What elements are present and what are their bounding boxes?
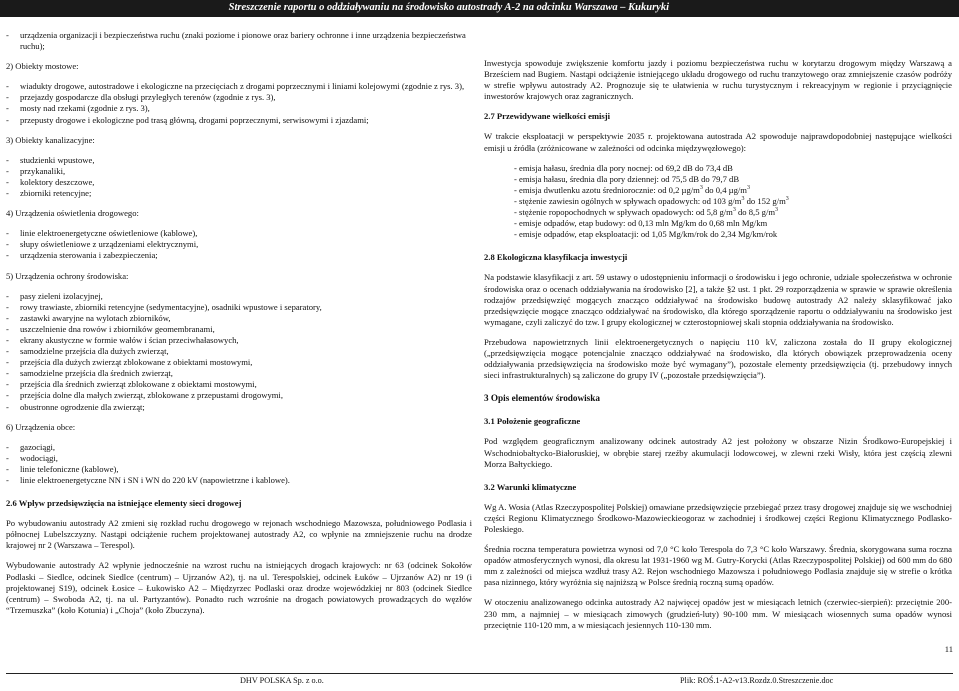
list-item: - słupy oświetleniowe z urządzeniami elektrycznymi, [6,239,472,250]
paragraph: Po wybudowaniu autostrady A2 zmieni się rozkład ruchu drogowego w rejonach wschodniego Mazowsza, południowego Podlasia i północnej Lubelszczyzny. Nastąpi odciążenie ruchem projektowanej autostrady A2, co wpłynie na zmniejszenie ruchu na drodze krajowej nr 2 (Warszawa – Terespol). [6,518,472,551]
list-item: - stężenie ropopochodnych w spływach opadowych: od 5,8 $g/m^3$ do 8,5 $g/m^3$ [514,207,779,218]
list-item: - emisja dwutlenku azotu średniorocznie: od 0,2 $\mu g/m^3$ do 0,4 $\mu g/m^3$ [514,184,750,195]
list-item: - przejazdy gospodarcze dla obsługi przyległych terenów (zgodnie z rys. 3), [6,92,472,103]
section-heading: 5) Urządzenia ochrony środowiska: [6,270,129,281]
left-column [6,30,472,616]
list-item: - linie elektroenergetyczne oświetleniowe (kablowe), [6,228,472,239]
list-item: - studzienki wpustowe, [6,155,472,166]
paragraph: Wybudowanie autostrady A2 wpłynie jednocześnie na wzrost ruchu na istniejących drogach krajowych: nr 63 (odcinek Sokołów Podlaski – Siedlce, odcinek Siedlce (centrum) – Ujrzanów A2), tj. na ul. Terespolskiej, odcinek Łuków – Ujrzanów A2) nr 19 (i projektowanej S19), odcinek Łosice – Łukowisko A2 – Międzyrzec Podlaski oraz drodze wojewódzkiej nr 803 (odcinek Siedlce (centrum) – Swoboda A2, tj. na ul. Partyzantów). Ponadto ruch wzrośnie na drogach powiatowych prowadzących do węzłów “Trzemuszka” (koło Kotunia) i „Choja” (koło Zbuczyna). [6,560,472,615]
list-item: - emisja hałasu, średnia dla pory nocnej: od 69,2 dB do 73,4 dB [514,162,733,173]
list-item: - obustronne ogrodzenie dla zwierząt; [6,402,472,413]
list-item: - urządzenia sterowania i zabezpieczenia; [6,250,472,261]
paragraph: Inwestycja spowoduje zwiększenie komfortu jazdy i poziomu bezpieczeństwa ruchu w korytarzu drogowym między Warszawą a Brześciem nad Bugiem. Nastąpi odciążenie istniejącego układu drogowego od ruchu tranzytowego oraz zmniejszenie czasów podróży w strefie wpływu autostrady A2. Prognozuje się te ułatwienia w ruchu turystycznym i rekreacyjnym w regionie i przyciągnięcie inwestorów krajowych oraz zagranicznych. [484,58,952,102]
paragraph: Pod względem geograficznym analizowany odcinek autostrady A2 jest położony w obszarze Nizin Środkowo-Europejskiej i Wschodniobałtycko-Białoruskiej, w obrębie starej rzeźby akumulacji lodowcowej, w zlewni rzeki Wisły, która jest częścią zlewni Morza Bałtyckiego. [484,436,952,469]
paragraph: Przebudowa napowietrznych linii elektroenergetycznych o napięciu 110 kV, zaliczona została do II grupy ekologicznej („przedsięwzięcia mogące potencjalnie znacząco oddziaływać na środowisko, dla których obowiązek przeprowadzenia oceny oddziaływania przedsięwzięcia na środowisko może być wymagany”), pozostałe elementy przedsięwzięcia (tj. przebudowy innych sieci infrastrukturalnych) są zaliczone do grupy IV („pozostałe przedsięwzięcia”). [484,336,952,381]
list-item: - przejścia dla dużych zwierząt zblokowane z obiektami mostowymi, [6,357,472,368]
section-heading: 6) Urządzenia obce: [6,421,76,432]
list-item: - samodzielne przejścia dla średnich zwierząt, [6,368,472,379]
paragraph: Wg A. Wosia (Atlas Rzeczypospolitej Polskiej) omawiane przedsięwzięcie przebiegać przez trasy drogowej znajduje się we wschodniej części Regionu Klimatycznego Środkowo-Mazowieckieogoraz w zachodniej i środkowej części Regionu Klimatycznego Podlasko-Poleskiego. [484,501,952,534]
list-item: - uszczelnienie dna rowów i zbiorników geomembranami, [6,324,472,335]
paragraph: Na podstawie klasyfikacji z art. 59 ustawy o udostępnieniu informacji o środowisku i jego ochronie, udziale społeczeństwa w ochronie środowiska oraz o ocenach oddziaływania na środowisko [2], a także §2 ust. 1 pkt. 29 rozporządzenia w sprawie w sprawie określenia rodzajów przedsięwzięć mogących znacząco oddziaływać na środowisko budowę autostrady A2 należy sklasyfikować jako przedsięwzięcie mogące znacząco oddziaływać na środowisko, dla którego sporządzenie raportu o oddziaływaniu na środowisko jest wymagane, czyli zaliczyć do tzw. I grupy ekologicznej w czterostopniowej skali stopnia oddziaływania na środowisko. [484,272,952,327]
section-heading-3: 3 Opis elementów środowiska [484,393,600,404]
list-item: - rowy trawiaste, zbiorniki retencyjne (sedymentacyjne), osadniki wpustowe i separatory, [6,302,472,313]
list-item: - emisje odpadów, etap eksploatacji: od 1,05 Mg/km/rok do 2,34 Mg/km/rok [514,229,778,240]
paragraph: W otoczeniu analizowanego odcinka autostrady A2 najwięcej opadów jest w miesiącach letnich (czerwiec-sierpień): przeciętnie 200-230 mm, a najmniej – w miesiącach zimowych (grudzień-luty) 90-100 mm. W miesiącach wiosennych suma opadów wynosi przeciętnie 110-120 mm, a w miesiącach jesiennych 110-130 mm. [484,597,952,630]
footer-company: DHV POLSKA Sp. z o.o. [240,676,324,685]
list-item: - pasy zieleni izolacyjnej, [6,291,472,302]
list-item: - przejścia dolne dla małych zwierząt, zblokowane z przepustami drogowymi, [6,390,472,401]
list-item: - zbiorniki retencyjne; [6,188,472,199]
section-heading-2-8: 2.8 Ekologiczna klasyfikacja inwestycji [484,252,628,263]
list-item: - wodociągi, [6,453,472,464]
list-item: - samodzielne przejścia dla dużych zwierząt, [6,346,472,357]
paragraph: W trakcie eksploatacji w perspektywie 2035 r. projektowana autostrada A2 spowoduje najprawdopodobniej następujące wielkości emisji u źródła (zróżnicowane w zależności od odcinka międzywęzłowego): [484,131,952,153]
list-item: - przykanaliki, [6,166,472,177]
footer-divider [6,673,953,674]
section-heading: 4) Urządzenia oświetlenia drogowego: [6,208,139,219]
list-item: - gazociągi, [6,442,472,453]
list-item: - emisje odpadów, etap budowy: od 0,13 mln Mg/km do 0,68 mln Mg/km [514,218,768,229]
section-heading-3-2: 3.2 Warunki klimatyczne [484,481,577,492]
section-heading: 3) Obiekty kanalizacyjne: [6,134,95,145]
right-column [484,58,952,631]
header-title: Streszczenie raportu o oddziaływaniu na środowisko autostrady A-2 na odcinku Warszawa – Kukuryki [228,2,669,13]
footer-filename: Plik: ROŚ.1-A2-v13.Rozdz.0.Streszczenie.doc [680,676,834,685]
list-item: - ekrany akustyczne w formie wałów i ścian przeciwhałasowych, [6,335,472,346]
list-item: - mosty nad rzekami (zgodnie z rys. 3), [6,103,472,114]
section-heading: 2) Obiekty mostowe: [6,61,79,72]
section-heading-3-1: 3.1 Położenie geograficzne [484,416,581,427]
list-item: - emisja hałasu, średnia dla pory dziennej: od 75,5 dB do 79,7 dB [514,173,740,184]
emission-list [484,163,952,241]
list-item: - urządzenia organizacji i bezpieczeństwa ruchu (znaki poziome i pionowe oraz bariery ochronne i inne urządzenia bezpieczeństwa ruchu); [6,30,472,52]
list-item: - przejścia dla średnich zwierząt zblokowane z obiektami mostowymi, [6,379,472,390]
list-item: - kolektory deszczowe, [6,177,472,188]
section-heading-2-6: 2.6 Wpływ przedsięwzięcia na istniejące elementy sieci drogowej [6,498,242,509]
list-item: - linie telefoniczne (kablowe), [6,464,472,475]
section-heading-2-7: 2.7 Przewidywane wielkości emisji [484,111,611,122]
list-item: - przepusty drogowe i ekologiczne pod trasą główną, drogami poprzecznymi, serwisowymi i zjazdami; [6,115,472,126]
page-number: 11 [944,644,953,654]
paragraph: Średnia roczna temperatura powietrza wynosi od 7,0 °C koło Terespola do 7,3 °C koło Warszawy. Średnia, skorygowana suma roczna opadów atmosferycznych wynosi, dla okresu lat 1931-1960 wg M. Gutry-Korycki (Atlas Rzeczypospolitej Polskiej) od 600 mm do 680 mm z zależności od miejsca wzdłuż trasy A2. Rejon wschodniego Mazowsza i południowego Podlasia znajduje się w strefie o krótka pasa nizinnego, który wyróżnia się najniższą w Polsce średnią roczną sumą opadów. [484,544,952,588]
list-item: - zastawki awaryjne na wylotach zbiorników, [6,313,472,324]
list-item: - wiadukty drogowe, autostradowe i ekologiczne na przecięciach z drogami poprzecznymi i liniami kolejowymi (zgodnie z rys. 3), [6,81,472,92]
list-item: - linie elektroenergetyczne NN i SN i WN do 220 kV (napowietrzne i kablowe). [6,475,472,486]
page-header [0,0,959,17]
list-item: - stężenie zawiesin ogólnych w spływach opadowych: od 103 $g/m^3$ do 152 $g/m^3$ [514,195,789,206]
